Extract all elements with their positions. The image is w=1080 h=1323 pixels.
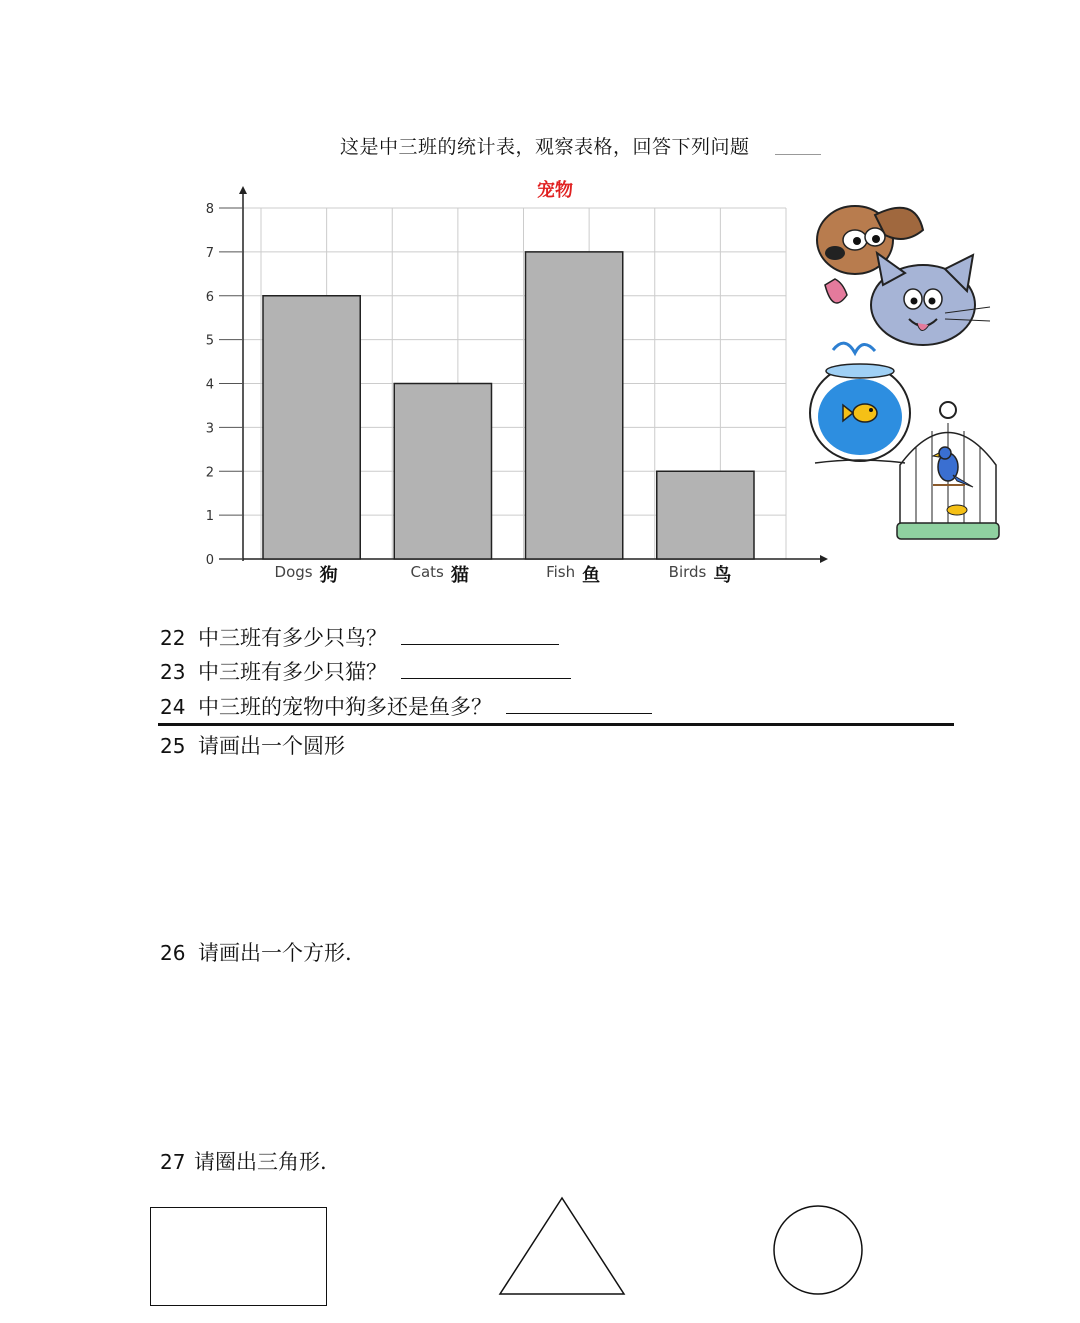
answer-blank[interactable]	[401, 624, 559, 645]
rectangle-shape[interactable]	[150, 1207, 327, 1306]
triangle-shape[interactable]	[500, 1198, 624, 1294]
question-24	[160, 691, 652, 721]
pet-bar-chart	[190, 170, 850, 600]
question-27	[160, 1146, 327, 1176]
question-text: 中三班有多少只鸟？	[198, 626, 387, 650]
bar-fish	[526, 252, 623, 559]
x-tick-label-zh: 鸟	[713, 565, 732, 586]
question-text: 请圈出三角形.	[194, 1150, 327, 1174]
birdcage-icon	[897, 402, 999, 539]
shape-row	[490, 1190, 880, 1305]
answer-blank[interactable]	[401, 658, 571, 679]
x-axis-arrow	[820, 555, 828, 563]
x-tick-label: Birds	[668, 563, 707, 581]
y-tick-label: 5	[205, 333, 214, 349]
x-tick-label-zh: 鱼	[582, 565, 601, 586]
x-tick-label: Cats	[410, 563, 444, 581]
question-text: 请画出一个圆形	[198, 734, 345, 758]
x-tick-label-zh: 猫	[450, 565, 469, 586]
question-23	[160, 656, 571, 686]
y-tick-label: 4	[205, 377, 214, 393]
section-divider	[158, 723, 954, 726]
question-text: 中三班的宠物中狗多还是鱼多？	[198, 695, 492, 719]
y-tick-label: 2	[205, 465, 214, 481]
y-tick-label: 3	[205, 421, 214, 437]
question-25	[160, 730, 345, 760]
heading-underline	[775, 154, 821, 155]
y-tick-label: 0	[205, 553, 214, 568]
question-22	[160, 622, 559, 652]
y-tick-label: 6	[205, 289, 214, 305]
x-tick-label: Fish	[546, 563, 576, 581]
bar-dogs	[263, 296, 360, 559]
question-text: 中三班有多少只猫？	[198, 660, 387, 684]
x-tick-label: Dogs	[274, 563, 313, 581]
question-number: 23	[160, 660, 186, 684]
bar-cats	[394, 384, 491, 560]
question-26	[160, 937, 352, 967]
y-tick-label: 7	[205, 245, 214, 261]
y-axis-arrow	[239, 186, 247, 194]
question-text: 请画出一个方形.	[198, 941, 352, 965]
circle-shape[interactable]	[774, 1206, 862, 1294]
chart-title: 宠物	[537, 180, 573, 201]
bar-birds	[657, 471, 754, 559]
answer-blank[interactable]	[506, 693, 652, 714]
pet-illustrations	[805, 195, 1005, 555]
y-tick-label: 1	[205, 509, 214, 525]
question-number: 27	[160, 1150, 186, 1174]
question-number: 26	[160, 941, 186, 965]
y-tick-label: 8	[205, 202, 214, 217]
x-tick-label-zh: 狗	[319, 565, 338, 586]
fishbowl-icon	[810, 343, 910, 463]
question-number: 25	[160, 734, 186, 758]
worksheet-heading: 这是中三班的统计表，观察表格，回答下列问题	[340, 136, 750, 158]
question-number: 24	[160, 695, 186, 719]
question-number: 22	[160, 626, 186, 650]
cat-icon	[871, 253, 990, 345]
